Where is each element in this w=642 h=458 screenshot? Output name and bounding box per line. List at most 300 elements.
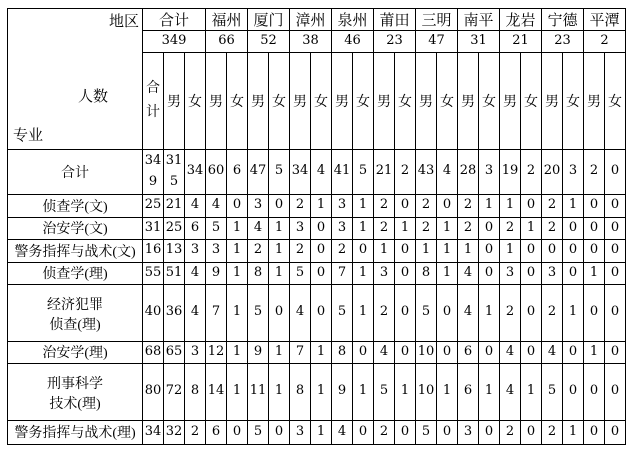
value-cell (248, 284, 269, 341)
value-text: 7 (295, 343, 305, 359)
value-text: 1 (316, 343, 326, 359)
value-cell (416, 284, 437, 341)
region-header-cell: 泉州 (332, 9, 374, 31)
value-text: 12 (207, 343, 225, 359)
value-text: 0 (589, 219, 599, 235)
value-cell (332, 420, 353, 444)
value-text: 0 (526, 197, 536, 213)
value-cell (164, 420, 185, 444)
value-text: 65 (165, 343, 183, 359)
value-cell (164, 363, 185, 420)
value-cell (227, 217, 248, 239)
value-text: 3 (295, 423, 305, 439)
value-text: 0 (316, 304, 326, 320)
value-text: 0 (610, 304, 620, 320)
value-cell (227, 149, 248, 194)
value-text: 0 (526, 423, 536, 439)
value-text: 3 (190, 343, 200, 359)
value-cell (332, 363, 353, 420)
value-text: 4 (337, 423, 347, 439)
value-text: 1 (358, 197, 368, 213)
value-text: 0 (526, 264, 536, 280)
value-text: 4 (211, 197, 221, 213)
region-total-cell: 38 (290, 31, 332, 53)
value-cell (605, 341, 626, 363)
value-cell (269, 341, 290, 363)
value-text: 0 (232, 197, 242, 213)
row-label-cell (8, 284, 143, 341)
value-cell (332, 239, 353, 262)
female-header-cell: 女 (479, 52, 500, 149)
value-text: 8 (253, 264, 263, 280)
value-text: 0 (568, 383, 578, 399)
value-text: 0 (526, 343, 536, 359)
region-total-cell: 31 (458, 31, 500, 53)
value-cell (185, 420, 206, 444)
table-row (8, 262, 626, 284)
table-corner-cell (8, 9, 143, 150)
region-header-cell: 莆田 (374, 9, 416, 31)
value-text: 7 (337, 264, 347, 280)
region-header-cell: 龙岩 (500, 9, 542, 31)
value-text: 0 (610, 423, 620, 439)
table-row (8, 217, 626, 239)
value-text: 2 (505, 423, 515, 439)
region-header-cell: 合计 (143, 9, 206, 31)
value-cell (311, 420, 332, 444)
row-label-text: 治安学(文) (42, 222, 108, 238)
table-row (8, 194, 626, 217)
value-text: 2 (547, 197, 557, 213)
value-cell (353, 363, 374, 420)
value-text: 1 (589, 343, 599, 359)
value-text: 1 (589, 264, 599, 280)
value-text: 0 (568, 219, 578, 235)
value-cell (311, 239, 332, 262)
value-cell (500, 262, 521, 284)
value-cell (206, 149, 227, 194)
value-text: 60 (207, 163, 225, 179)
value-text: 3 (337, 219, 347, 235)
value-text: 1 (232, 304, 242, 320)
value-cell (206, 420, 227, 444)
region-total-cell: 23 (542, 31, 584, 53)
value-text: 3 (568, 163, 578, 179)
page (0, 8, 642, 458)
value-cell (185, 194, 206, 217)
female-header-cell: 女 (353, 52, 374, 149)
row-label-line: 技术(理) (49, 396, 101, 412)
value-text: 9 (337, 383, 347, 399)
value-text: 4 (295, 304, 305, 320)
value-cell (143, 420, 164, 444)
value-text: 4 (190, 304, 200, 320)
value-text: 2 (295, 242, 305, 258)
value-text: 13 (165, 242, 183, 258)
value-cell (395, 284, 416, 341)
value-text: 0 (400, 423, 410, 439)
value-cell (332, 341, 353, 363)
value-text: 5 (547, 383, 557, 399)
value-text: 2 (547, 423, 557, 439)
value-text: 34 (291, 163, 309, 179)
value-text: 1 (274, 219, 284, 235)
value-text: 4 (505, 383, 515, 399)
value-cell (311, 341, 332, 363)
value-cell (479, 217, 500, 239)
value-text: 5 (253, 304, 263, 320)
row-label-cell (8, 149, 143, 194)
value-cell (416, 341, 437, 363)
value-cell (395, 262, 416, 284)
value-text: 2 (505, 304, 515, 320)
value-text: 1 (484, 383, 494, 399)
value-text: 0 (442, 423, 452, 439)
value-text: 5 (421, 304, 431, 320)
enrollment-statistics-table (7, 8, 626, 445)
value-cell (605, 420, 626, 444)
value-cell (479, 262, 500, 284)
value-text: 1 (568, 197, 578, 213)
value-cell (227, 420, 248, 444)
value-text: 72 (165, 383, 183, 399)
male-header-cell: 男 (248, 52, 269, 149)
male-header-cell: 男 (290, 52, 311, 149)
total-subcolumn-header-cell (143, 52, 164, 149)
value-cell (374, 194, 395, 217)
value-cell (521, 217, 542, 239)
value-cell (479, 341, 500, 363)
value-text: 4 (463, 264, 473, 280)
value-text: 0 (400, 242, 410, 258)
value-cell (248, 194, 269, 217)
region-header-cell: 福州 (206, 9, 248, 31)
value-text: 0 (484, 343, 494, 359)
value-cell (605, 217, 626, 239)
value-text: 8 (337, 343, 347, 359)
value-cell (500, 363, 521, 420)
female-header-cell: 女 (395, 52, 416, 149)
value-cell (458, 149, 479, 194)
value-cell (143, 194, 164, 217)
value-text: 1 (274, 242, 284, 258)
value-cell (164, 149, 185, 194)
table-row (8, 420, 626, 444)
value-text: 0 (358, 343, 368, 359)
value-cell (143, 239, 164, 262)
value-cell (269, 217, 290, 239)
value-cell (227, 363, 248, 420)
value-text: 3 (463, 423, 473, 439)
value-text: 3 (295, 219, 305, 235)
value-cell (584, 363, 605, 420)
female-header-cell: 女 (521, 52, 542, 149)
value-text: 1 (232, 383, 242, 399)
region-total-cell: 349 (143, 31, 206, 53)
row-label-line: 刑事科学 (47, 376, 103, 392)
value-cell (542, 341, 563, 363)
value-cell (164, 217, 185, 239)
value-text: 0 (589, 423, 599, 439)
value-text: 40 (144, 304, 162, 320)
value-text: 5 (379, 383, 389, 399)
value-cell (206, 341, 227, 363)
female-header-cell: 女 (437, 52, 458, 149)
value-cell (269, 239, 290, 262)
value-cell (374, 262, 395, 284)
value-text: 0 (274, 197, 284, 213)
value-text: 6 (463, 383, 473, 399)
value-cell (374, 363, 395, 420)
value-text: 1 (442, 242, 452, 258)
row-label-text: 治安学(理) (42, 346, 108, 362)
value-cell (563, 341, 584, 363)
region-total-cell: 46 (332, 31, 374, 53)
value-text: 80 (144, 383, 162, 399)
value-text: 1 (526, 219, 536, 235)
value-cell (332, 194, 353, 217)
value-cell (227, 341, 248, 363)
value-text: 0 (400, 304, 410, 320)
value-cell (353, 217, 374, 239)
value-cell (332, 149, 353, 194)
value-text: 31 (144, 219, 162, 235)
value-text: 2 (190, 423, 200, 439)
value-text: 36 (165, 304, 183, 320)
value-text: 3 (211, 242, 221, 258)
row-label-text: 侦查学(理) (42, 267, 108, 283)
value-text: 5 (421, 423, 431, 439)
value-text: 41 (333, 163, 351, 179)
header-row-regions (8, 9, 626, 31)
value-cell (437, 341, 458, 363)
table-row (8, 363, 626, 420)
value-text: 1 (526, 383, 536, 399)
male-header-cell: 男 (542, 52, 563, 149)
value-cell (584, 341, 605, 363)
row-label-lines (8, 368, 142, 416)
value-cell (458, 217, 479, 239)
value-text: 8 (295, 383, 305, 399)
value-cell (290, 284, 311, 341)
value-text: 55 (144, 264, 162, 280)
value-cell (500, 217, 521, 239)
value-cell (416, 194, 437, 217)
value-text: 3 (484, 163, 494, 179)
value-text: 1 (505, 197, 515, 213)
value-text: 2 (379, 197, 389, 213)
value-cell (206, 239, 227, 262)
value-cell (605, 194, 626, 217)
value-text: 0 (610, 197, 620, 213)
value-text: 34 (144, 423, 162, 439)
value-cell (311, 284, 332, 341)
value-cell (353, 420, 374, 444)
value-text: 1 (442, 219, 452, 235)
value-cell (500, 149, 521, 194)
value-cell (437, 194, 458, 217)
value-text: 3 (253, 197, 263, 213)
value-cell (311, 363, 332, 420)
value-cell (332, 284, 353, 341)
region-total-cell: 66 (206, 31, 248, 53)
value-cell (374, 239, 395, 262)
value-text: 3 (379, 264, 389, 280)
row-label-cell (8, 239, 143, 262)
value-cell (269, 149, 290, 194)
value-cell (563, 262, 584, 284)
value-cell (143, 341, 164, 363)
value-text: 1 (442, 264, 452, 280)
value-text: 4 (442, 163, 452, 179)
value-text: 6 (232, 163, 242, 179)
value-cell (290, 341, 311, 363)
value-text: 1 (358, 304, 368, 320)
value-text: 1 (442, 383, 452, 399)
value-cell (500, 239, 521, 262)
value-cell (479, 239, 500, 262)
value-cell (521, 341, 542, 363)
value-cell (605, 149, 626, 194)
table-header (8, 9, 626, 150)
value-text: 1 (463, 242, 473, 258)
value-text: 0 (484, 219, 494, 235)
value-text: 2 (379, 219, 389, 235)
value-text: 0 (484, 242, 494, 258)
value-text: 0 (316, 264, 326, 280)
value-cell (521, 363, 542, 420)
value-text: 0 (274, 423, 284, 439)
value-text: 25 (144, 197, 162, 213)
value-text: 1 (358, 219, 368, 235)
value-text: 21 (165, 197, 183, 213)
row-label-line: 经济犯罪 (47, 297, 103, 313)
value-cell (290, 363, 311, 420)
value-text: 4 (463, 304, 473, 320)
value-cell (542, 239, 563, 262)
value-cell (290, 420, 311, 444)
region-total-cell: 47 (416, 31, 458, 53)
value-cell (290, 262, 311, 284)
value-text: 1 (358, 383, 368, 399)
value-text: 1 (316, 383, 326, 399)
value-text: 34 (186, 163, 204, 179)
value-cell (143, 217, 164, 239)
value-text: 0 (526, 304, 536, 320)
value-text: 1 (232, 242, 242, 258)
value-cell (290, 194, 311, 217)
value-text: 1 (484, 197, 494, 213)
value-cell (458, 341, 479, 363)
male-header-cell: 男 (164, 52, 185, 149)
value-cell (290, 149, 311, 194)
value-cell (458, 262, 479, 284)
female-header-cell: 女 (605, 52, 626, 149)
value-cell (563, 284, 584, 341)
value-text: 1 (232, 264, 242, 280)
value-cell (416, 149, 437, 194)
value-cell (311, 149, 332, 194)
value-cell (206, 284, 227, 341)
value-text: 8 (190, 383, 200, 399)
value-cell (311, 217, 332, 239)
value-text: 10 (417, 343, 435, 359)
table-row (8, 284, 626, 341)
value-text: 0 (400, 264, 410, 280)
value-text: 5 (337, 304, 347, 320)
value-cell (563, 363, 584, 420)
value-cell (374, 341, 395, 363)
value-cell (500, 284, 521, 341)
value-text: 1 (379, 242, 389, 258)
value-text: 4 (379, 343, 389, 359)
value-cell (584, 420, 605, 444)
value-text: 0 (484, 423, 494, 439)
value-text: 4 (253, 219, 263, 235)
value-cell (479, 149, 500, 194)
region-total-cell: 52 (248, 31, 290, 53)
value-cell (416, 420, 437, 444)
value-text: 3 (505, 264, 515, 280)
value-cell (395, 420, 416, 444)
value-text: 1 (568, 423, 578, 439)
value-cell (248, 217, 269, 239)
value-cell (164, 262, 185, 284)
row-label-cell (8, 217, 143, 239)
value-cell (290, 239, 311, 262)
table-row (8, 239, 626, 262)
value-text: 0 (442, 304, 452, 320)
value-text: 16 (144, 242, 162, 258)
value-text: 7 (211, 304, 221, 320)
value-cell (395, 149, 416, 194)
value-cell (269, 194, 290, 217)
region-header-cell: 平潭 (584, 9, 626, 31)
value-cell (437, 363, 458, 420)
region-header-cell: 宁德 (542, 9, 584, 31)
region-total-cell: 23 (374, 31, 416, 53)
value-text: 0 (274, 304, 284, 320)
region-header-cell: 漳州 (290, 9, 332, 31)
value-cell (437, 262, 458, 284)
table-row (8, 341, 626, 363)
value-text: 6 (211, 423, 221, 439)
female-header-cell: 女 (227, 52, 248, 149)
value-text: 6 (190, 219, 200, 235)
value-cell (185, 284, 206, 341)
value-cell (563, 149, 584, 194)
value-cell (374, 217, 395, 239)
value-cell (395, 341, 416, 363)
value-cell (395, 363, 416, 420)
value-cell (185, 217, 206, 239)
value-text: 0 (568, 343, 578, 359)
value-cell (542, 262, 563, 284)
value-cell (374, 149, 395, 194)
value-cell (584, 284, 605, 341)
value-cell (542, 284, 563, 341)
region-total-cell: 21 (500, 31, 542, 53)
value-cell (605, 284, 626, 341)
value-text: 5 (358, 163, 368, 179)
row-label-text: 合计 (61, 165, 89, 181)
value-cell (479, 363, 500, 420)
value-text: 4 (190, 264, 200, 280)
value-text: 5 (274, 163, 284, 179)
value-cell (206, 217, 227, 239)
value-text: 2 (379, 304, 389, 320)
table-row (8, 149, 626, 194)
